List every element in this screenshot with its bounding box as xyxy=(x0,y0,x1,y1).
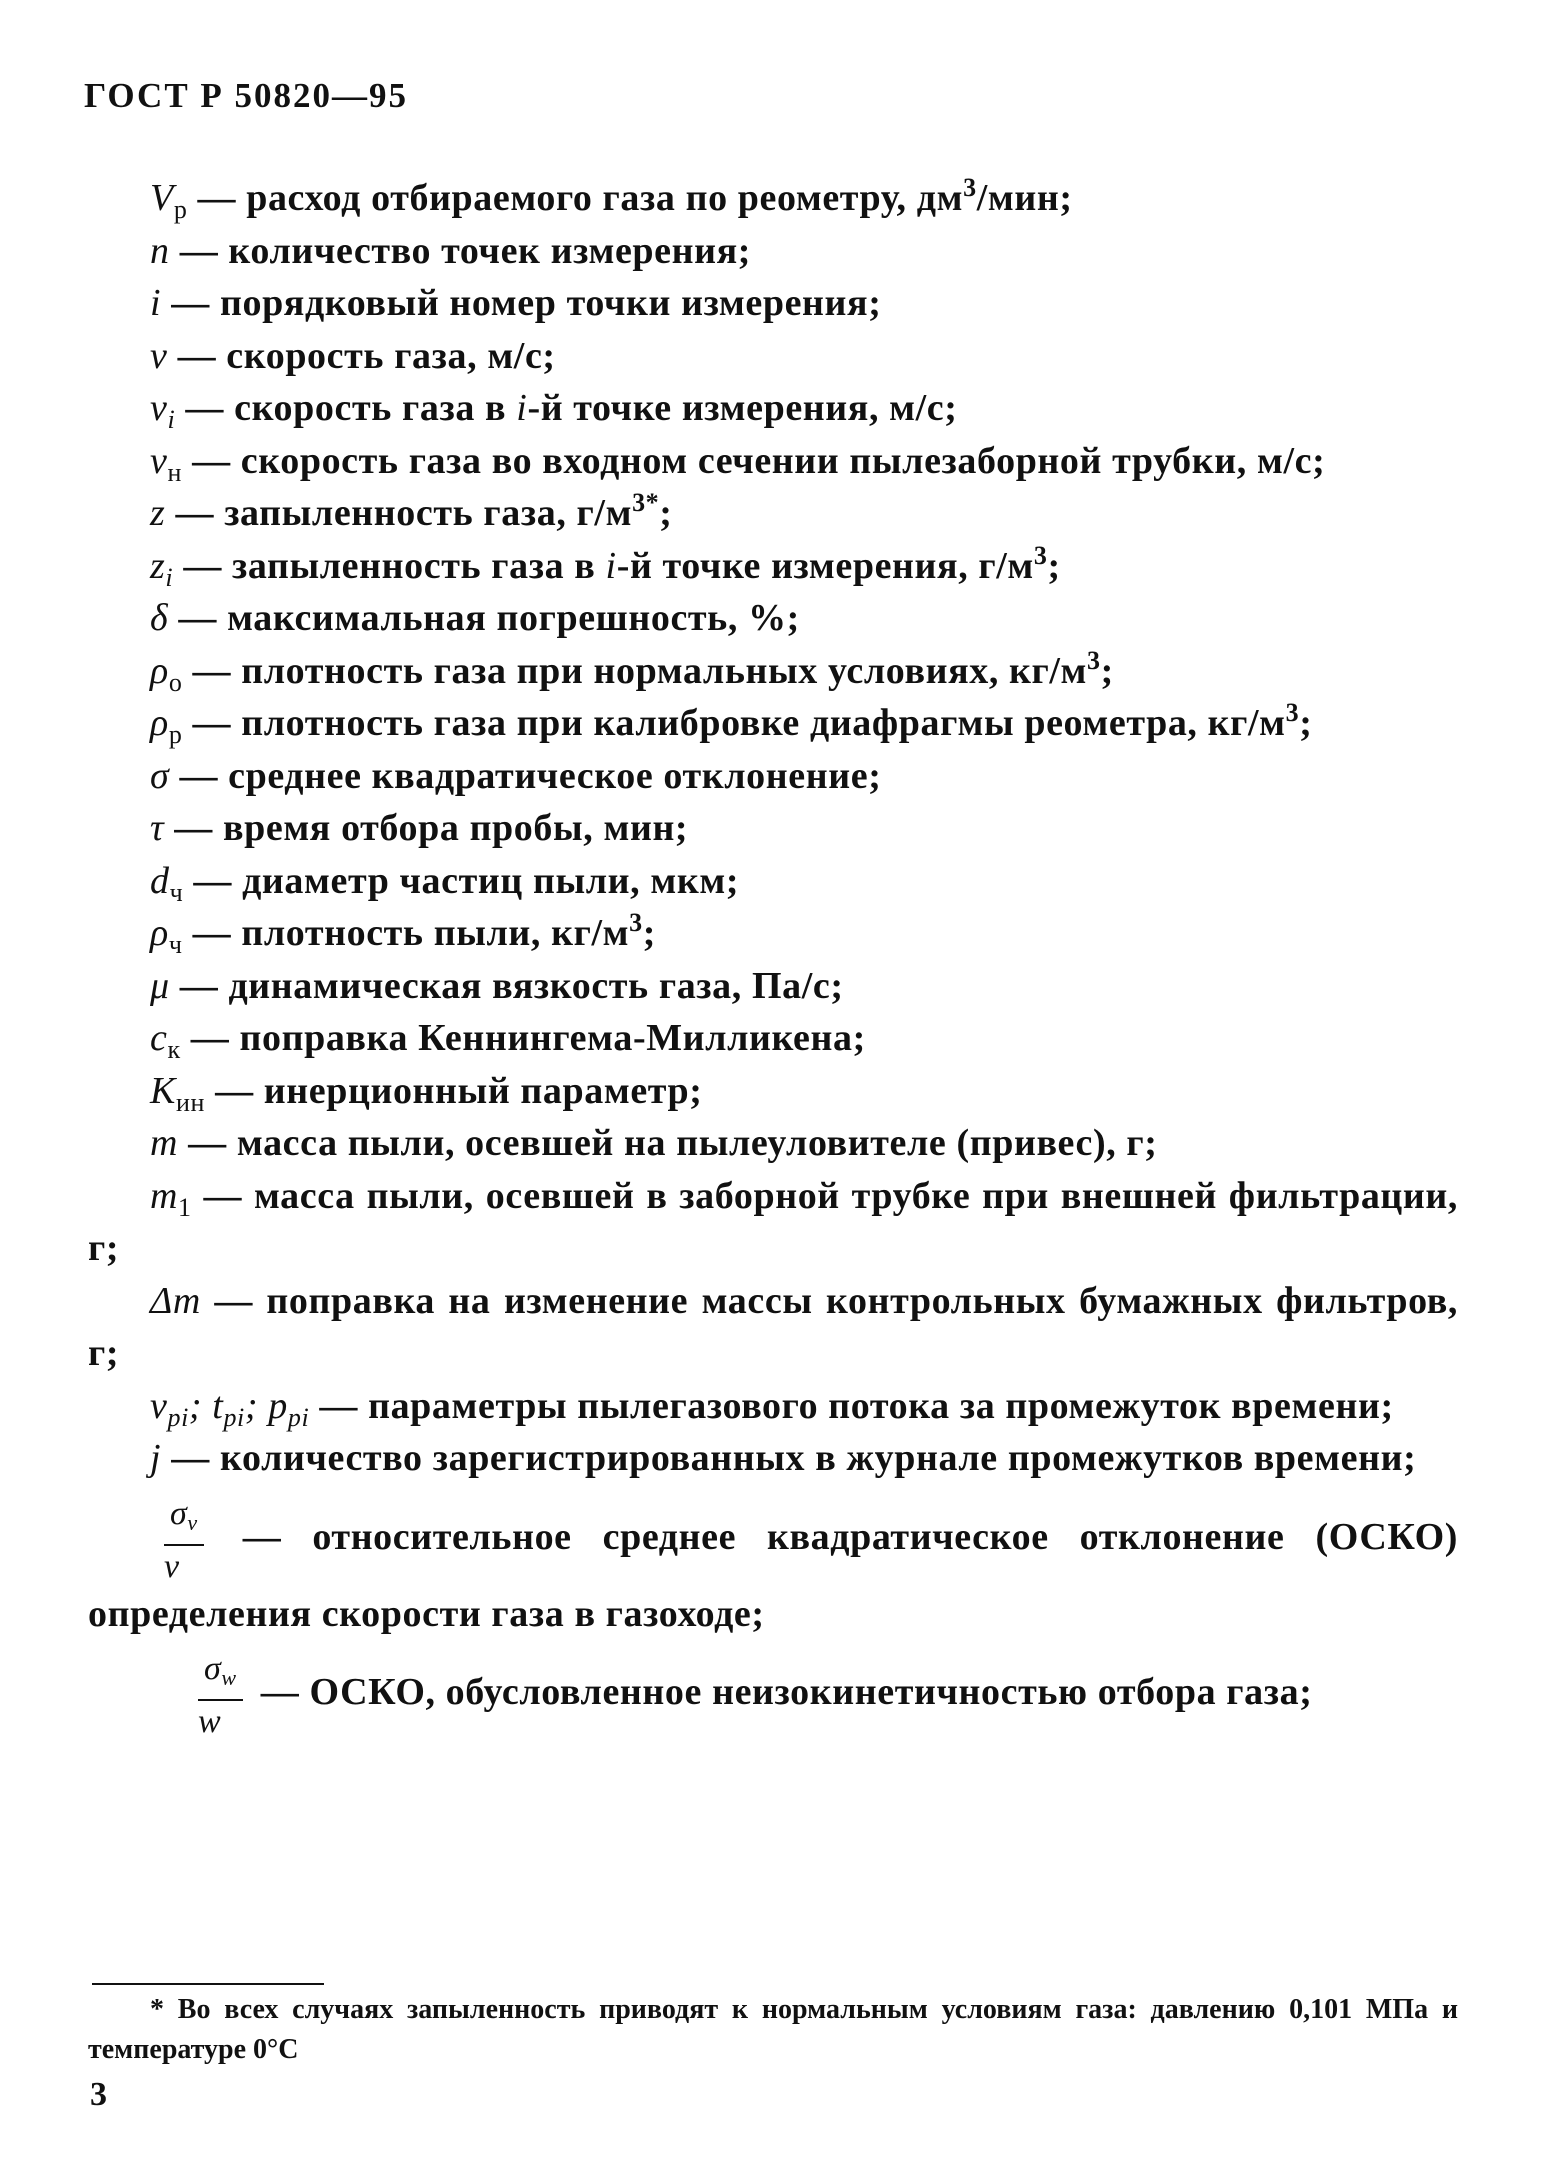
symbol: τ xyxy=(150,807,165,849)
fraction-entry-sigma-v xyxy=(88,1495,1458,1642)
definition: — время отбора пробы, мин; xyxy=(164,807,689,849)
symbol-entry-delta xyxy=(88,592,1458,645)
definition-tail: ; xyxy=(642,912,656,954)
symbol-subscript: р xyxy=(173,195,188,224)
symbol-entry-vn xyxy=(88,435,1458,488)
symbol-entry-zi xyxy=(88,540,1458,593)
symbol-3-subscript: pi xyxy=(287,1402,310,1432)
symbol: v xyxy=(150,439,168,482)
symbol: V xyxy=(150,177,174,219)
definition: — относительное среднее квадратическое отклонение (ОСКО) определения скорости газа в газоходе; xyxy=(88,1515,1458,1635)
fraction xyxy=(164,1495,204,1586)
definition: — поправка Кеннингема-Милликена; xyxy=(180,1017,866,1059)
symbol: j xyxy=(150,1437,162,1479)
footnote xyxy=(88,1990,1458,2070)
symbol-2-subscript: pi xyxy=(223,1402,245,1432)
fraction-entry-sigma-w xyxy=(88,1650,1458,1741)
symbol: n xyxy=(150,229,170,272)
symbol-subscript: ин xyxy=(175,1087,205,1117)
definition-tail: /мин; xyxy=(976,177,1073,219)
symbol-subscript: i xyxy=(165,562,174,592)
symbol: c xyxy=(150,1017,168,1059)
definition: — плотность пыли, кг/м xyxy=(182,912,630,954)
fraction-numerator xyxy=(164,1495,204,1546)
symbol: ρ xyxy=(150,912,169,954)
superscript: 3* xyxy=(632,488,660,517)
symbol: m xyxy=(150,1122,179,1164)
superscript: 3 xyxy=(963,173,977,202)
definition: — скорость газа, м/с; xyxy=(167,334,556,377)
symbol-entry-j xyxy=(88,1432,1458,1485)
symbol-2: t xyxy=(212,1384,224,1427)
symbol-entry-i xyxy=(88,277,1458,330)
symbol-entry-m xyxy=(88,1117,1458,1170)
fraction-numerator xyxy=(198,1650,243,1701)
definition: — количество зарегистрированных в журнале промежутков времени; xyxy=(161,1437,1417,1479)
symbol-subscript: р xyxy=(168,720,183,749)
inline-symbol: i xyxy=(516,387,528,429)
inline-symbol: i xyxy=(605,544,617,587)
symbol: z xyxy=(150,544,166,587)
definition: — скорость газа во входном сечении пылезаборной трубки, м/с; xyxy=(181,439,1326,482)
symbol: δ xyxy=(150,597,169,639)
symbol: m xyxy=(150,1174,179,1217)
symbol-entry-rho-p xyxy=(88,697,1458,750)
superscript: 3 xyxy=(1033,540,1048,570)
definition-tail: ; xyxy=(1299,702,1313,744)
numerator-subscript: w xyxy=(221,1664,237,1690)
symbol-entry-rho-o xyxy=(88,645,1458,698)
numerator-symbol: σ xyxy=(204,1649,222,1687)
definition: — плотность газа при нормальных условиях, кг/м xyxy=(182,649,1088,692)
symbol-subscript: к xyxy=(167,1035,181,1064)
symbol-entry-sigma xyxy=(88,750,1458,803)
symbol: d xyxy=(150,859,170,902)
symbol-entry-vi xyxy=(88,382,1458,435)
footnote-divider xyxy=(92,1983,324,1985)
definition: — диаметр частиц пыли, мкм; xyxy=(183,859,740,902)
symbol-entry-z xyxy=(88,487,1458,540)
numerator-symbol: σ xyxy=(170,1494,188,1532)
definition-tail: -й точке измерения, г/м xyxy=(616,544,1034,587)
definition: — запыленность газа, г/м xyxy=(165,492,633,534)
page-number: 3 xyxy=(90,2076,107,2113)
footnote-marker: * xyxy=(150,1994,164,2025)
fraction xyxy=(198,1650,243,1741)
symbol-entry-tau xyxy=(88,802,1458,855)
definition: — масса пыли, осевшей на пылеуловителе (привес), г; xyxy=(178,1122,1158,1164)
definition-tail-2: ; xyxy=(1047,544,1061,587)
definition: — расход отбираемого газа по реометру, дм xyxy=(187,177,964,219)
fraction-denominator: w xyxy=(198,1702,222,1740)
definition: — масса пыли, осевшей в заборной трубке при внешней фильтрации, г; xyxy=(88,1174,1458,1269)
symbol-entry-mu xyxy=(88,960,1458,1013)
numerator-subscript: v xyxy=(187,1509,198,1535)
symbol-subscript: н xyxy=(167,457,182,487)
symbol-entry-rho-ch xyxy=(88,907,1458,960)
symbol-entry-d-ch xyxy=(88,855,1458,908)
definition: — максимальная погрешность, %; xyxy=(168,597,800,639)
symbol-entry-delta-m xyxy=(88,1275,1458,1380)
superscript: 3 xyxy=(1285,698,1300,727)
fraction-denominator: v xyxy=(164,1547,180,1585)
symbol: z xyxy=(150,492,166,534)
symbol-entry-v xyxy=(88,330,1458,383)
symbol-entry-flow-params xyxy=(88,1380,1458,1433)
symbol-entry-vp xyxy=(88,172,1458,225)
symbol: ρ xyxy=(150,702,169,744)
separator: ; xyxy=(244,1384,269,1427)
symbol: v xyxy=(150,1384,168,1427)
symbol: v xyxy=(150,387,168,429)
symbol-subscript: i xyxy=(167,405,176,434)
definition: — инерционный параметр; xyxy=(204,1069,703,1112)
symbol: v xyxy=(150,334,168,377)
symbol-subscript: pi xyxy=(167,1402,189,1432)
superscript: 3 xyxy=(629,908,643,937)
definition: — динамическая вязкость газа, Па/с; xyxy=(169,964,844,1007)
symbol: K xyxy=(150,1069,176,1112)
separator: ; xyxy=(188,1384,213,1427)
symbol: i xyxy=(150,282,162,324)
footnote-text: Во всех случаях запыленность приводят к нормальным условиям газа: давлению 0,101 МПа и температуре 0°С xyxy=(88,1994,1458,2065)
symbol-entry-k-in xyxy=(88,1065,1458,1118)
symbol-subscript: ч xyxy=(169,877,184,907)
symbol: Δm xyxy=(150,1279,201,1322)
definition: — запыленность газа в xyxy=(173,544,606,587)
definition-tail: ; xyxy=(659,492,673,534)
definition: — поправка на изменение массы контрольных бумажных фильтров, г; xyxy=(88,1279,1458,1374)
definition: — количество точек измерения; xyxy=(169,229,752,272)
symbol-subscript: ч xyxy=(168,930,183,959)
symbol-subscript: о xyxy=(168,667,183,697)
symbol-subscript: 1 xyxy=(178,1192,192,1222)
symbol-entry-c-k xyxy=(88,1012,1458,1065)
definition: — плотность газа при калибровке диафрагмы реометра, кг/м xyxy=(182,702,1286,744)
symbols-list xyxy=(88,172,1458,1741)
definition: — среднее квадратическое отклонение; xyxy=(169,754,882,797)
definition: — ОСКО, обусловленное неизокинетичностью отбора газа; xyxy=(250,1670,1313,1713)
definition-tail: -й точке измерения, м/с; xyxy=(527,387,958,429)
symbol-entry-n xyxy=(88,225,1458,278)
symbol: σ xyxy=(150,754,170,797)
symbol: μ xyxy=(150,964,170,1007)
superscript: 3 xyxy=(1087,645,1101,675)
symbol-3: p xyxy=(268,1384,288,1427)
definition: — скорость газа в xyxy=(175,387,517,429)
symbol: ρ xyxy=(150,649,169,692)
definition: — параметры пылегазового потока за промежуток времени; xyxy=(309,1384,1394,1427)
document-header: ГОСТ Р 50820—95 xyxy=(84,76,409,115)
symbol-entry-m1 xyxy=(88,1170,1458,1275)
definition-tail: ; xyxy=(1100,649,1114,692)
definition: — порядковый номер точки измерения; xyxy=(161,282,882,324)
